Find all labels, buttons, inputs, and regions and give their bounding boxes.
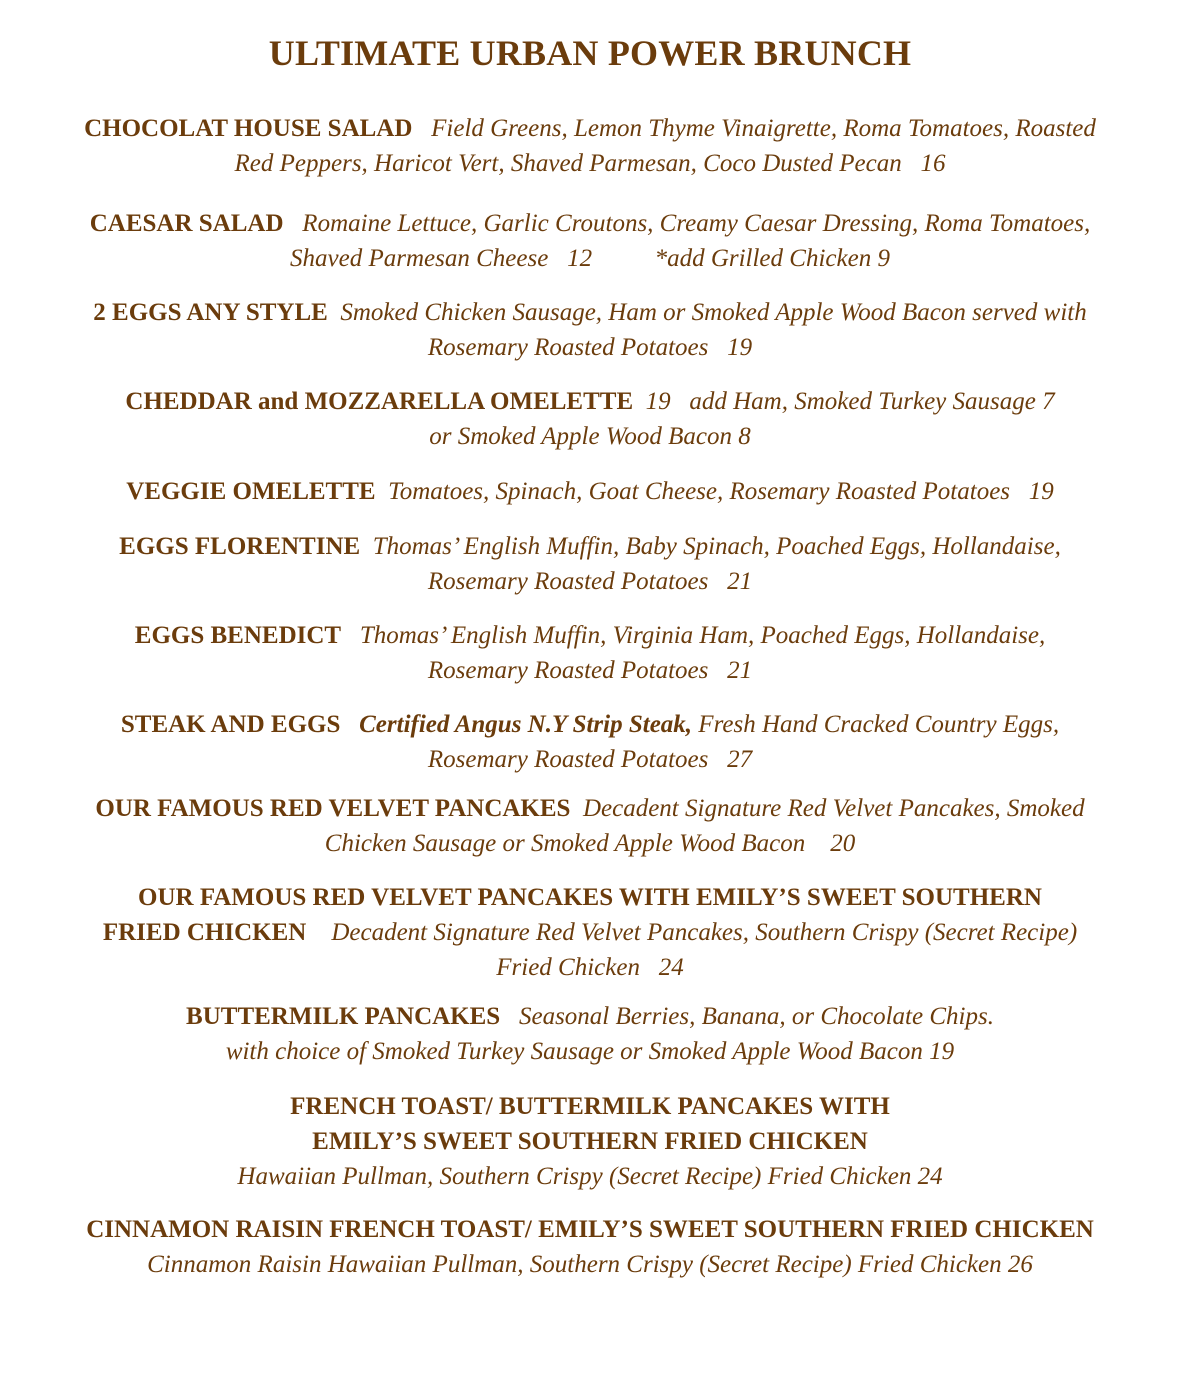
menu-item-line [0, 206, 1180, 241]
menu-item-description: Hawaiian Pullman, Southern Crispy (Secret Recipe) Fried Chicken 24 [237, 1163, 943, 1190]
menu-item-steak-and-eggs [0, 707, 1180, 777]
menu-item-line [0, 241, 1180, 276]
menu-item-description: Thomas’ English Muffin, Virginia Ham, Poached Eggs, Hollandaise, [359, 622, 1046, 649]
menu-item-red-velvet-pancakes [0, 791, 1180, 861]
menu-item-name: VEGGIE OMELETTE [126, 478, 376, 505]
menu-item-description: Decadent Signature Red Velvet Pancakes, Southern Crispy (Secret Recipe) [331, 919, 1078, 946]
menu-item-line [0, 1089, 1180, 1124]
menu-item-description: Tomatoes, Spinach, Goat Cheese, Rosemary Roasted Potatoes [388, 478, 1011, 505]
menu-item-price: 27 [727, 746, 753, 773]
menu-item-name: FRIED CHICKEN [102, 919, 307, 946]
menu-item-line [0, 1247, 1180, 1282]
menu-item-price: 20 [830, 830, 856, 857]
menu-item-veggie-omelette [0, 474, 1180, 509]
menu-item-name: OUR FAMOUS RED VELVET PANCAKES [95, 795, 571, 822]
menu-item-name: CAESAR SALAD [89, 210, 284, 237]
menu-item-caesar-salad [0, 206, 1180, 276]
menu-item-name: CHEDDAR and MOZZARELLA OMELETTE [125, 388, 634, 415]
menu-item-red-velvet-pancakes-fried-chicken [0, 880, 1180, 985]
menu-item-line [0, 915, 1180, 950]
menu-item-description: add Ham, Smoked Turkey Sausage 7 [689, 388, 1055, 415]
menu-item-line [0, 950, 1180, 985]
menu-item-chocolat-house-salad [0, 111, 1180, 181]
menu-item-buttermilk-pancakes [0, 999, 1180, 1069]
menu-item-description: Romaine Lettuce, Garlic Croutons, Creamy Caesar Dressing, Roma Tomatoes, [302, 210, 1091, 237]
menu-item-line [0, 529, 1180, 564]
menu-item-description: or Smoked Apple Wood Bacon 8 [429, 423, 751, 450]
menu-item-description: Chicken Sausage or Smoked Apple Wood Bacon [324, 830, 806, 857]
menu-item-line [0, 618, 1180, 653]
menu-item-line [0, 707, 1180, 742]
menu-item-name: CHOCOLAT HOUSE SALAD [84, 115, 413, 142]
menu-item-line [0, 111, 1180, 146]
menu-item-name: CINNAMON RAISIN FRENCH TOAST/ EMILY’S SWEET SOUTHERN FRIED CHICKEN [86, 1216, 1094, 1243]
menu-item-description: Fresh Hand Cracked Country Eggs, [698, 711, 1060, 738]
menu-item-name: EGGS BENEDICT [134, 622, 342, 649]
menu-item-line [0, 880, 1180, 915]
menu-item-description: Smoked Chicken Sausage, Ham or Smoked Apple Wood Bacon served with [340, 299, 1087, 326]
menu-item-line [0, 419, 1180, 454]
menu-item-price: 12 [567, 245, 593, 272]
menu-item-name: 2 EGGS ANY STYLE [93, 299, 328, 326]
menu-item-description: Red Peppers, Haricot Vert, Shaved Parmesan, Coco Dusted Pecan [234, 150, 902, 177]
menu-item-description: Rosemary Roasted Potatoes [427, 657, 709, 684]
menu-item-line [0, 999, 1180, 1034]
menu-item-description: Decadent Signature Red Velvet Pancakes, Smoked [582, 795, 1085, 822]
menu-item-description: Seasonal Berries, Banana, or Chocolate Chips. [518, 1003, 994, 1030]
menu-item-price: 19 [727, 334, 753, 361]
menu-item-line [0, 474, 1180, 509]
menu-item-description: Field Greens, Lemon Thyme Vinaigrette, Roma Tomatoes, Roasted [431, 115, 1096, 142]
menu-item-description: Thomas’ English Muffin, Baby Spinach, Poached Eggs, Hollandaise, [372, 533, 1061, 560]
menu-item-line [0, 742, 1180, 777]
menu-item-price: 21 [727, 568, 753, 595]
menu-item-french-toast-pancakes-fried-chicken [0, 1089, 1180, 1194]
menu-item-description: Rosemary Roasted Potatoes [427, 568, 709, 595]
menu-item-price: 19 [1028, 478, 1054, 505]
menu-item-2-eggs-any-style [0, 295, 1180, 365]
menu-item-line [0, 653, 1180, 688]
menu-item-line [0, 146, 1180, 181]
menu-item-name: OUR FAMOUS RED VELVET PANCAKES WITH EMILY’S SWEET SOUTHERN [138, 884, 1042, 911]
menu-item-description: Shaved Parmesan Cheese [290, 245, 549, 272]
menu-item-cheddar-mozzarella-omelette [0, 384, 1180, 454]
menu-item-eggs-florentine [0, 529, 1180, 599]
menu-item-description: with choice of Smoked Turkey Sausage or Smoked Apple Wood Bacon 19 [225, 1038, 955, 1065]
menu-item-line [0, 384, 1180, 419]
menu-item-line [0, 1034, 1180, 1069]
menu-item-addon: *add Grilled Chicken 9 [654, 245, 890, 272]
menu-item-cinnamon-raisin-french-toast [0, 1212, 1180, 1282]
menu-item-line [0, 295, 1180, 330]
menu-item-description: Cinnamon Raisin Hawaiian Pullman, Southern Crispy (Secret Recipe) Fried Chicken 26 [147, 1251, 1033, 1278]
menu-item-line [0, 826, 1180, 861]
menu-item-name: BUTTERMILK PANCAKES [186, 1003, 501, 1030]
menu-item-description: Rosemary Roasted Potatoes [427, 334, 709, 361]
menu-item-description: Fried Chicken [496, 954, 640, 981]
menu-title: ULTIMATE URBAN POWER BRUNCH [268, 33, 912, 73]
menu-item-price: 19 [645, 388, 671, 415]
menu-item-price: 21 [727, 657, 753, 684]
menu-item-description: Rosemary Roasted Potatoes [427, 746, 709, 773]
menu-item-name: EGGS FLORENTINE [119, 533, 361, 560]
menu-item-name: STEAK AND EGGS [120, 711, 341, 738]
menu-item-price: 16 [920, 150, 946, 177]
menu-item-line [0, 1212, 1180, 1247]
menu-item-line [0, 1159, 1180, 1194]
menu-item-line [0, 330, 1180, 365]
menu-item-line [0, 564, 1180, 599]
menu-item-name: FRENCH TOAST/ BUTTERMILK PANCAKES WITH [290, 1093, 890, 1120]
menu-item-line [0, 1124, 1180, 1159]
menu-item-line [0, 791, 1180, 826]
menu-item-highlight: Certified Angus N.Y Strip Steak, [359, 711, 693, 738]
menu-item-price: 24 [658, 954, 684, 981]
menu-item-eggs-benedict [0, 618, 1180, 688]
menu-item-name: EMILY’S SWEET SOUTHERN FRIED CHICKEN [312, 1128, 868, 1155]
